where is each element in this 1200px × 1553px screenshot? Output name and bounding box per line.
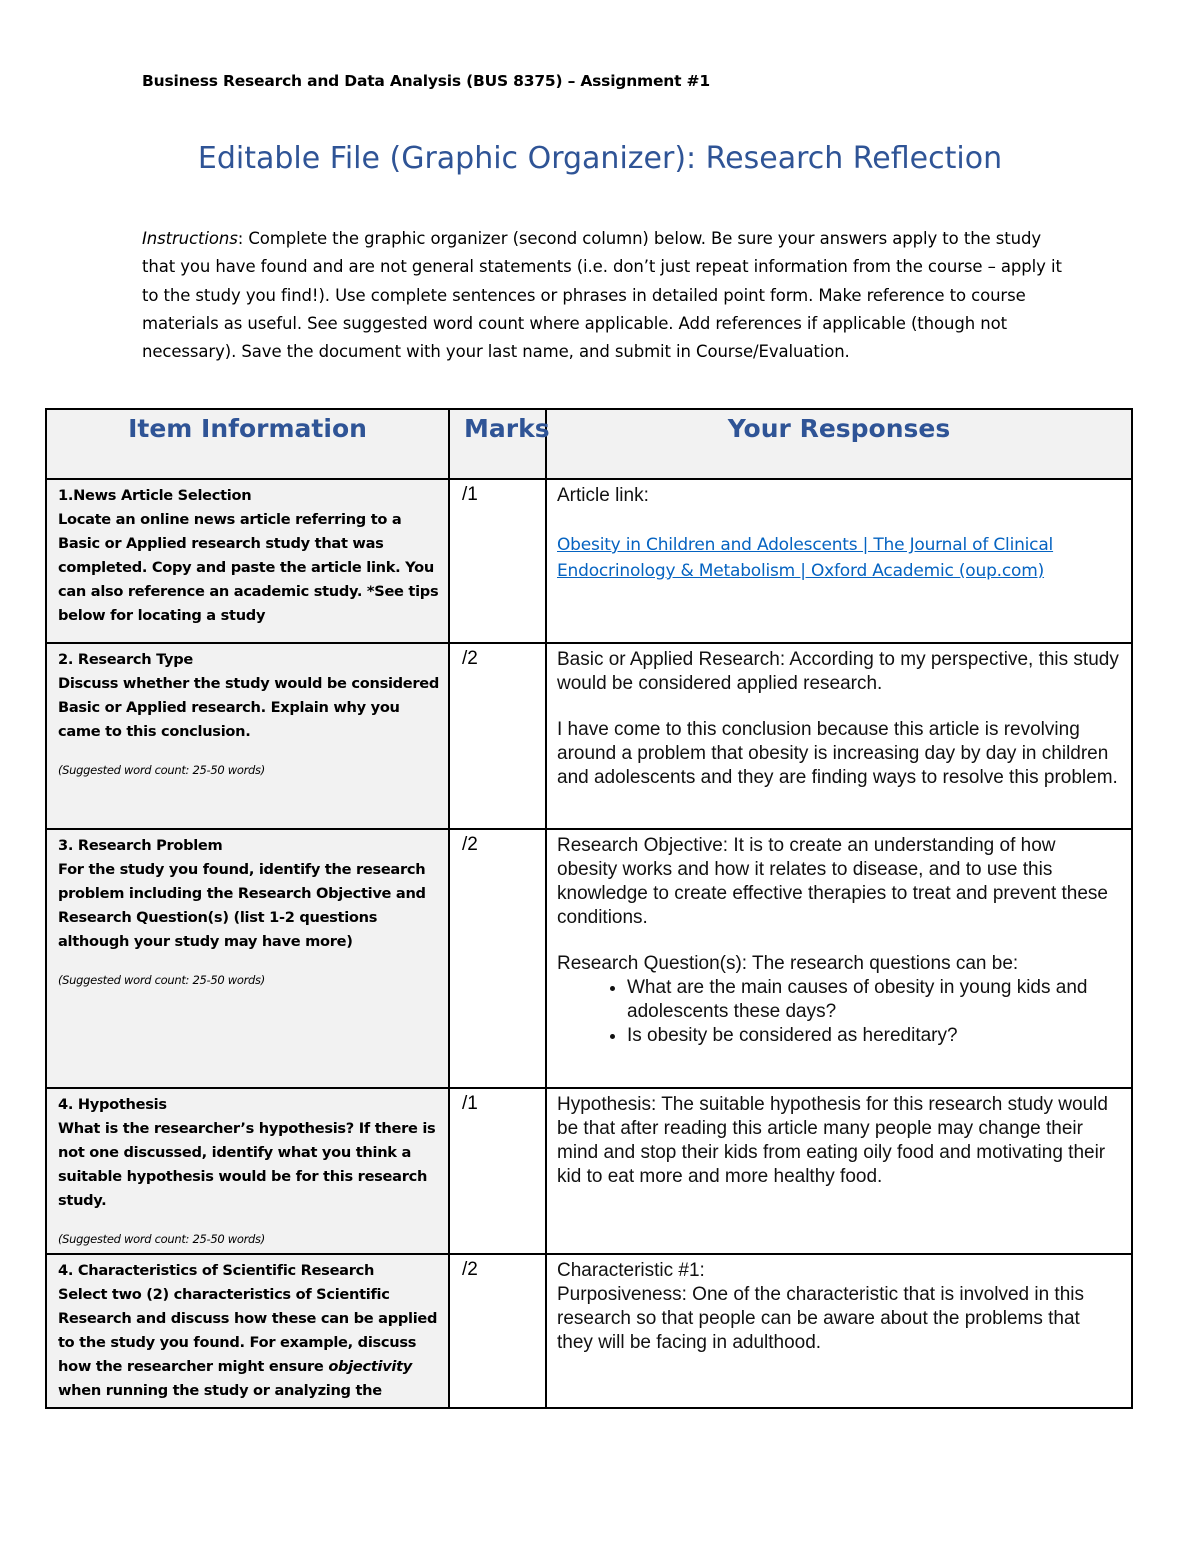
item-cell <box>46 1254 449 1408</box>
response-paragraph: Hypothesis: The suitable hypothesis for this research study would be that after reading this article many people may change their mind and stop their kids from eating oily food and motivating their kid to eat more and more healthy food. <box>557 1094 1108 1187</box>
item-text: What is the researcher’s hypothesis? If there is not one discussed, identify what you think a suitable hypothesis would be for this research study. <box>58 1120 436 1209</box>
marks-cell: /2 <box>449 643 546 829</box>
table-row <box>46 1254 1132 1408</box>
word-count-hint: (Suggested word count: 25-50 words) <box>58 973 265 987</box>
item-cell <box>46 1088 449 1254</box>
response-paragraph: Purposiveness: One of the characteristic that is involved in this research so that people can be aware about the problems that they will be facing in adulthood. <box>557 1284 1084 1353</box>
response-cell[interactable] <box>546 1254 1132 1408</box>
item-title: 2. Research Type <box>58 651 193 668</box>
table-row <box>46 829 1132 1088</box>
table-row <box>46 1088 1132 1254</box>
word-count-hint: (Suggested word count: 25-50 words) <box>58 1232 265 1246</box>
item-text: For the study you found, identify the research problem including the Research Objective and Research Question(s) (list 1-2 questions although your study may have more) <box>58 861 426 950</box>
marks-cell: /1 <box>449 479 546 643</box>
response-label: Article link: <box>557 485 649 506</box>
document-header: Business Research and Data Analysis (BUS 8375) – Assignment #1 <box>142 72 710 90</box>
item-text: Locate an online news article referring to a Basic or Applied research study that was completed. Copy and paste the article link. You can also reference an academic study. *See tips below for locating a study <box>58 511 439 624</box>
table-row <box>46 643 1132 829</box>
item-title: 4. Hypothesis <box>58 1096 167 1113</box>
research-questions-list <box>557 976 1119 1048</box>
graphic-organizer-table <box>45 408 1133 1409</box>
item-text-part: when running the study or analyzing the <box>58 1382 382 1399</box>
header-marks: Marks <box>449 409 546 479</box>
item-text-emphasis: objectivity <box>328 1358 413 1375</box>
response-cell[interactable] <box>546 643 1132 829</box>
list-item: • What are the main causes of obesity in young kids and adolescents these days? <box>627 976 1119 1024</box>
instructions-text: : Complete the graphic organizer (second column) below. Be sure your answers apply to the study that you have found and are not general statements (i.e. don’t just repeat information from the course – apply it to the study you find!). Use complete sentences or phrases in detailed point form. Make reference to course materials as useful. See suggested word count where applicable. Add references if applicable (though not necessary). Save the document with your last name, and submit in Course/Evaluation. <box>142 229 1062 362</box>
instructions <box>142 225 1072 366</box>
item-text-part: Select two (2) characteristics of Scientific Research and discuss how these can be applied to the study you found. For example, discuss how the researcher might ensure <box>58 1286 438 1375</box>
instructions-label: Instructions <box>142 229 238 248</box>
marks-cell: /1 <box>449 1088 546 1254</box>
word-count-hint: (Suggested word count: 25-50 words) <box>58 763 265 777</box>
response-paragraph: Characteristic #1: <box>557 1260 705 1281</box>
header-item-information: Item Information <box>46 409 449 479</box>
marks-cell: /2 <box>449 1254 546 1408</box>
article-link[interactable]: Obesity in Children and Adolescents | The Journal of Clinical Endocrinology & Metabolism | Oxford Academic (oup.com) <box>557 535 1054 581</box>
response-cell[interactable] <box>546 1088 1132 1254</box>
item-cell <box>46 643 449 829</box>
item-title: 1.News Article Selection <box>58 487 252 504</box>
header-your-responses: Your Responses <box>546 409 1132 479</box>
page-title: Editable File (Graphic Organizer): Research Reflection <box>197 141 1003 176</box>
item-cell <box>46 829 449 1088</box>
item-title: 3. Research Problem <box>58 837 223 854</box>
response-cell[interactable] <box>546 479 1132 643</box>
item-cell <box>46 479 449 643</box>
list-item: • Is obesity be considered as hereditary? <box>627 1024 1119 1048</box>
response-paragraph: Research Objective: It is to create an understanding of how obesity works and how it relates to disease, and to use this knowledge to create effective therapies to treat and prevent these conditions. <box>557 835 1108 928</box>
marks-cell: /2 <box>449 829 546 1088</box>
response-paragraph: Research Question(s): The research questions can be: <box>557 953 1019 974</box>
item-title: 4. Characteristics of Scientific Research <box>58 1262 375 1279</box>
item-text <box>58 1283 440 1403</box>
response-paragraph: Basic or Applied Research: According to my perspective, this study would be considered applied research. <box>557 649 1119 694</box>
table-header-row <box>46 409 1132 479</box>
response-cell[interactable] <box>546 829 1132 1088</box>
table-row <box>46 479 1132 643</box>
item-text: Discuss whether the study would be considered Basic or Applied research. Explain why you came to this conclusion. <box>58 675 440 740</box>
response-paragraph: I have come to this conclusion because this article is revolving around a problem that obesity is increasing day by day in children and adolescents and they are finding ways to resolve this problem. <box>557 719 1118 788</box>
